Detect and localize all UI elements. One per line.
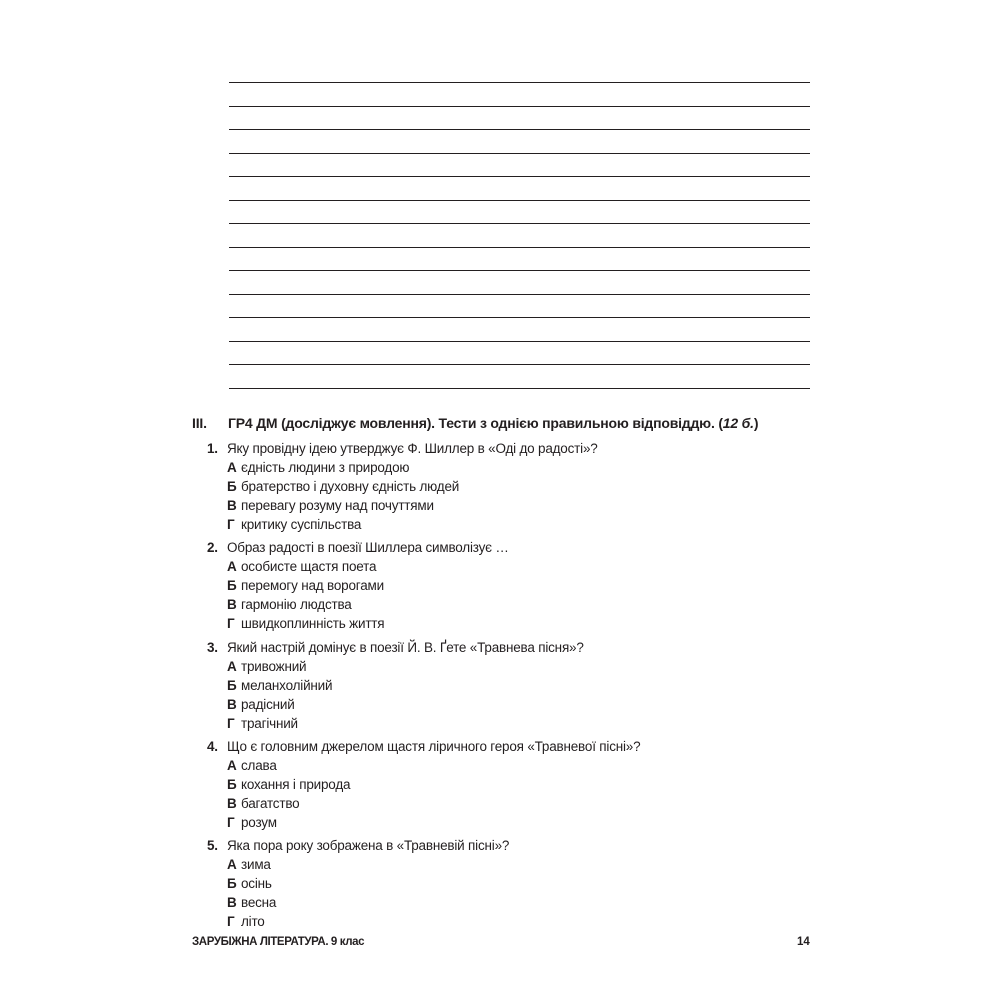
option-letter: Г	[227, 517, 235, 532]
answer-option	[207, 855, 807, 874]
writing-line	[229, 223, 810, 224]
question-text-line	[207, 439, 807, 458]
answer-option	[207, 458, 807, 477]
writing-line	[229, 270, 810, 271]
writing-line	[229, 200, 810, 201]
option-text: розум	[241, 815, 277, 830]
option-letter: А	[227, 758, 237, 773]
writing-line	[229, 106, 810, 107]
option-letter: Г	[227, 815, 235, 830]
question-number: 4.	[207, 739, 218, 754]
writing-line	[229, 294, 810, 295]
option-text: багатство	[241, 796, 300, 811]
writing-line	[229, 82, 810, 83]
answer-option	[207, 775, 807, 794]
question-number: 2.	[207, 540, 218, 555]
answer-option	[207, 477, 807, 496]
question-text: Яка пора року зображена в «Травневій пісні»?	[227, 838, 510, 853]
option-text: літо	[241, 914, 265, 929]
option-text: весна	[241, 895, 277, 910]
option-text: радісний	[241, 697, 295, 712]
answer-option	[207, 695, 807, 714]
option-text: перевагу розуму над почуттями	[241, 498, 434, 513]
question-5	[207, 836, 807, 931]
option-letter: А	[227, 559, 237, 574]
footer-book-title: ЗАРУБІЖНА ЛІТЕРАТУРА. 9 клас	[192, 936, 365, 948]
answer-option	[207, 794, 807, 813]
answer-option	[207, 614, 807, 633]
option-text: єдність людини з природою	[241, 460, 410, 475]
option-letter: В	[227, 697, 237, 712]
writing-line	[229, 341, 810, 342]
option-letter: А	[227, 460, 237, 475]
option-letter: В	[227, 597, 237, 612]
option-text: кохання і природа	[241, 777, 351, 792]
option-text: перемогу над ворогами	[241, 578, 384, 593]
question-text: Який настрій домінує в поезії Й. В. Ґете «Травнева пісня»?	[227, 640, 584, 655]
question-text-line	[207, 737, 807, 756]
question-text: Що є головним джерелом щастя ліричного героя «Травневої пісні»?	[227, 739, 641, 754]
page-number: 14	[797, 936, 810, 948]
writing-line	[229, 129, 810, 130]
option-text: гармонію людства	[241, 597, 352, 612]
option-text: особисте щастя поета	[241, 559, 377, 574]
answer-option	[207, 595, 807, 614]
question-number: 1.	[207, 441, 218, 456]
option-text: трагічний	[241, 716, 298, 731]
question-text: Образ радості в поезії Шиллера символізує …	[227, 540, 509, 555]
section-title: ГР4 ДМ (досліджує мовлення). Тести з однією правильною відповіддю.	[228, 415, 715, 431]
option-letter: Г	[227, 616, 235, 631]
option-text: осінь	[241, 876, 272, 891]
writing-line	[229, 176, 810, 177]
option-text: слава	[241, 758, 277, 773]
option-letter: А	[227, 857, 237, 872]
answer-option	[207, 893, 807, 912]
option-text: зима	[241, 857, 271, 872]
question-number: 5.	[207, 838, 218, 853]
question-text-line	[207, 836, 807, 855]
section-heading	[192, 415, 758, 431]
writing-line	[229, 153, 810, 154]
section-score-points: 12 б.	[722, 415, 754, 431]
question-4	[207, 737, 807, 832]
answer-option	[207, 912, 807, 931]
option-text: швидкоплинність життя	[241, 616, 385, 631]
option-letter: В	[227, 498, 237, 513]
option-letter: Б	[227, 777, 237, 792]
question-text-line	[207, 538, 807, 557]
option-text: меланхолійний	[241, 678, 333, 693]
question-text: Яку провідну ідею утверджує Ф. Шиллер в «Оді до радості»?	[227, 441, 598, 456]
option-letter: Г	[227, 914, 235, 929]
writing-line	[229, 364, 810, 365]
answer-option	[207, 576, 807, 595]
option-letter: Б	[227, 578, 237, 593]
question-text-line	[207, 638, 807, 657]
question-number: 3.	[207, 640, 218, 655]
answer-option	[207, 756, 807, 775]
answer-option	[207, 496, 807, 515]
option-text: братерство і духовну єдність людей	[241, 479, 460, 494]
option-letter: Б	[227, 678, 237, 693]
option-text: тривожний	[241, 659, 307, 674]
writing-line	[229, 317, 810, 318]
answer-writing-lines	[0, 0, 1000, 400]
option-text: критику суспільства	[241, 517, 362, 532]
option-letter: А	[227, 659, 237, 674]
answer-option	[207, 657, 807, 676]
option-letter: В	[227, 895, 237, 910]
section-number: III.	[192, 415, 207, 431]
option-letter: Г	[227, 716, 235, 731]
answer-option	[207, 874, 807, 893]
answer-option	[207, 515, 807, 534]
question-2	[207, 538, 807, 633]
answer-option	[207, 676, 807, 695]
option-letter: В	[227, 796, 237, 811]
answer-option	[207, 557, 807, 576]
option-letter: Б	[227, 876, 237, 891]
answer-option	[207, 813, 807, 832]
answer-option	[207, 714, 807, 733]
question-3	[207, 638, 807, 733]
writing-line	[229, 247, 810, 248]
question-1	[207, 439, 807, 534]
writing-line	[229, 388, 810, 389]
section-score: (12 б.)	[714, 415, 759, 431]
option-letter: Б	[227, 479, 237, 494]
